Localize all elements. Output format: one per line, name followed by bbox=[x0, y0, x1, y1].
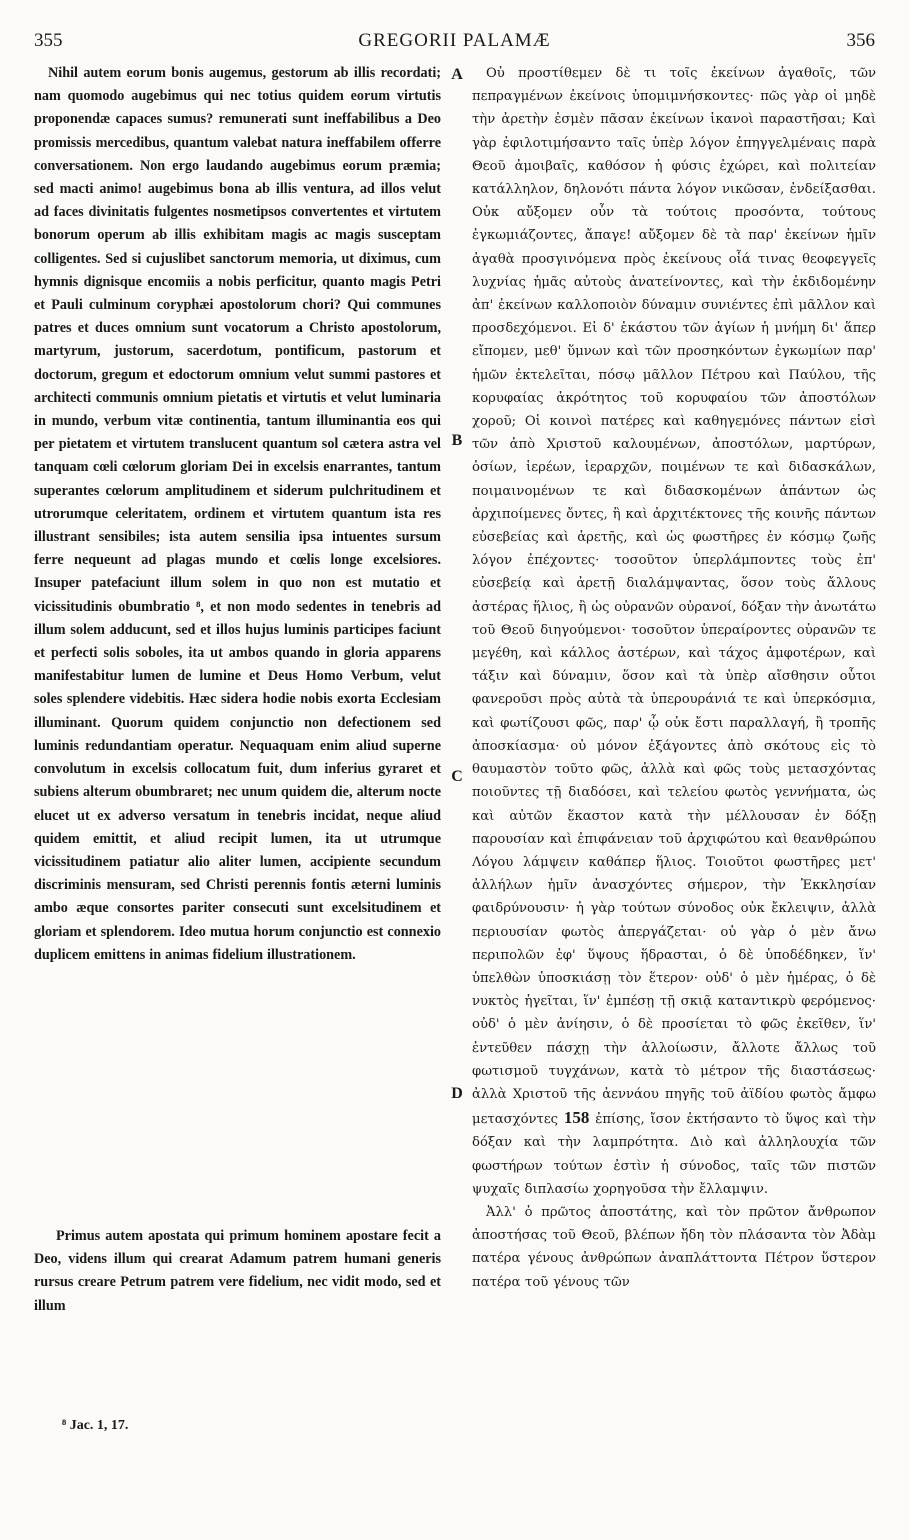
page-header bbox=[34, 30, 875, 56]
running-title: GREGORII PALAMÆ bbox=[358, 30, 551, 51]
greek-column bbox=[472, 62, 876, 1294]
page-marker-158: 158 bbox=[563, 1108, 590, 1128]
right-page-number: 356 bbox=[846, 30, 875, 51]
latin-column-continued bbox=[34, 1225, 441, 1318]
latin-paragraph-2: Primus autem apostata qui primum hominem apostare fecit a Deo, videns illum qui crearat Adamum patrem humani generis rursus creare Petrum patrem vere fidelium, nec vidit modo, sed et illum bbox=[34, 1228, 441, 1314]
greek-paragraph-2: Ἀλλ' ὁ πρῶτος ἀποστάτης, καὶ τὸν πρῶτον ἄνθρωπον ἀποστήσας τοῦ Θεοῦ, βλέπων ἤδη τὸν πλάσαντα τὸν Ἀδὰμ πατέρα γένους ἀνθρώπων ἀναπλάττοντα Πέτρον ὕστερον πατέρα τοῦ γένους τῶν bbox=[472, 1204, 876, 1290]
section-marker-a: A bbox=[451, 66, 463, 83]
greek-paragraph-1-part-1: Οὐ προστίθεμεν δὲ τι τοῖς ἐκείνων ἀγαθοῖς, τῶν πεπραγμένων ἐκείνοις ὑπομιμνήσκοντες· πῶς γὰρ οἱ μηδὲ τὴν ἀρετὴν ἐσμὲν πᾶσαν ἐκείνων ἱκανοὶ παραστῆσαι; Καὶ γὰρ ἐφιλοτιμήσαντο ταῖς ὑπὲρ λόγον ἐπηγγελμέναις παρὰ Θεοῦ ἀμοιβαῖς, καθόσον ἡ φύσις ἐχώρει, καὶ πολιτείαν κατάλληλον, δηλονότι πάντα λόγον νικῶσαν, ἐνδείξασθαι. Οὐκ αὔξομεν οὖν τὰ τούτοις προσόντα, τούτους ἐγκωμιάζοντες, ἄπαγε! αὔξομεν δὲ τὰ παρ' ἐκείνων ἡμῖν ἀγαθὰ προσγινόμενα πρὸς ἐκείνους οἷά τινας θεοφεγγεῖς λυχνίας ἡμᾶς αὐτοὺς ἀνατείνοντες, καὶ τὴν ἐκδιδομένην ἀπ' ἐκείνων καλλοποιὸν δύναμιν συνιέντες ἐπὶ μᾶλλον καὶ προσδεχόμενοι. Εἰ δ' ἑκάστου τῶν ἁγίων ἡ μνήμη δι' ἅπερ εἴπομεν, μεθ' ὕμνων καὶ τῶν προσηκόντων ἐγκωμίων παρ' ἡμῶν ἐκτελεῖται, πόσῳ μᾶλλον Πέτρου καὶ Παύλου, τῆς κορυφαίας ἀκρότητος τοῦ κορυφαίου τῶν ἀποστόλων χοροῦ; Οἱ κοινοὶ πατέρες καὶ καθηγεμόνες πάντων εἰσὶ τῶν ἀπὸ Χριστοῦ καλουμένων, ἀποστόλων, μαρτύρων, ὁσίων, ἱερέων, ἱεραρχῶν, ποιμένων τε καὶ διδασκάλων, ποιμαινομένων τε καὶ διδασκομένων ἁπάντων ὡς ἀρχιποίμενες ὄντες, ἢ καὶ ἀρχιτέκτονες τῆς κοινῆς πάντων εὐσεβείας καὶ ἀρετῆς, καὶ ὡς φωστῆρες ἐν κόσμῳ ζωῆς λόγον ἐπέχοντες· τοσοῦτον ὑπερλάμποντες τοὺς ἐπ' εὐσεβείᾳ καὶ ἀρετῇ διαλάμψαντας, ὅσον τοὺς ἄλλους ἀστέρας ἥλιος, ἢ ὡς οὐρανῶν οὐρανοί, δόξαν τὴν ἀνωτάτω τοῦ Θεοῦ διηγούμενοι· τοσοῦτον ὑπεραίροντες οὐρανῶν τε μεγέθη, καὶ κάλλος ἀστέρων, καὶ τάχος ἀμφοτέρων, καὶ τάξιν καὶ δύναμιν, ὅσον καὶ τὰ ὑπὲρ αἴσθησιν οὗτοι φανεροῦσι πρὸς αὐτὰ τὰ ὑπερουράνιά τε καὶ ὑπερκόσμια, καὶ φωτίζουσι φῶς, παρ' ᾧ οὐκ ἔστι παραλλαγή, ἢ τροπῆς ἀποσκίασμα· οὐ μόνον ἐξάγοντες ἀπὸ σκότους εἰς τὸ θαυμαστὸν τοῦτο φῶς, ἀλλὰ καὶ φῶς τοὺς μετασχόντας ποιοῦντες τῇ διαδόσει, καὶ τελείου φωτὸς γεννήματα, ὡς καὶ αὐτῶν ἕκαστον κατὰ τὴν μέλλουσαν ἐν δόξῃ παρουσίαν καὶ ἐπιφάνειαν τοῦ ἀρχιφώτου καὶ θεανθρώπου Λόγου λάμψειν καθάπερ ἥλιος. Τοιοῦτοι φωστῆρες μετ' ἀλλήλων ἡμῖν ἀνασχόντες σήμερον, τὴν Ἐκκλησίαν φαιδρύνουσιν· ἡ γὰρ τούτων σύνοδος οὐκ ἔκλειψιν, ἀλλὰ περιουσίαν φωτὸς ἀπεργάζεται· οὐ γὰρ ὁ μὲν ἄνω περιπολῶν ἐφ' ὕψους ἥδρασται, ὁ δὲ ὑποδέδηκεν, ἵν' ὑπελθὼν ὑποσκιάσῃ τὸν ἕτερον· οὐδ' ὁ μὲν ἡμέρας, ὁ δὲ νυκτὸς ἡγεῖται, ἵν' ἐμπέσῃ τῇ σκιᾷ καταντικρὺ φερόμενος· οὐδ' ὁ μὲν ἀνίησιν, ὁ δὲ προσίεται τὸ φῶς ἐκεῖθεν, ἵν' ἐντεῦθεν πάσχῃ τὴν ἀλλοίωσιν, ἄλλοτε ἄλλως τοῦ φωτισμοῦ τυγχάνων, κατὰ τὸ μέτρον τῆς διαστάσεως· ἀλλὰ Χριστοῦ τῆς ἀεννάου πηγῆς τοῦ ἀϊδίου φωτὸς ἄμφω μετασχόντες bbox=[472, 66, 876, 1128]
footnote: ⁸ Jac. 1, 17. bbox=[62, 1418, 129, 1433]
latin-paragraph-1: Nihil autem eorum bonis augemus, gestorum ab illis recordati; nam quomodo augebimus qui nec totius quidem eorum virtutis proponendæ capaces sumus? remunerati sunt ineffabilibus a Deo promissis mercedibus, quantum valebat natura ineffabilem offerre conversationem. Non ergo laudando augebimus eorum præmia; sed macti animo! augebimus bona ab illis ventura, ad illos velut ad faces divinitatis fulgentes nosmetipsos convertentes et virtutem bonorum operum ab illis exhibitam magis ac magis susceptam colligentes. Sed si cujuslibet sanctorum memoria, ut diximus, cum hymnis dignisque encomiis a nobis perficitur, quanto magis Petri et Pauli culminum coryphæi apostolorum chori? Qui communes patres et duces omnium sunt vocatorum a Christo apostolorum, martyrum, justorum, sacerdotum, pontificum, pastorum et doctorum, gregum et edoctorum omnium velut summi pastores et architecti communis omnium pietatis et virtutis et velut luminaria in mundo, verbum vitæ continentia, tantum illuminantia eos qui per pietatem et virtutem translucent quantum sol cætera astra vel tanquam cœli cœlorum gloriam Dei in excelsis enarrantes, tantum superantes cœlorum amplitudinem et siderum pulchritudinem et utrorumque celeritatem, ordinem et virtutem quantum ista res illustrant sensibiles; ista autem sensilia ipsa intuentes sursum ferre nequeunt ad plagas mundo et cœlis longe excelsiores. Insuper patefaciunt illum solem in quo non est mutatio et vicissitudinis obumbratio ⁸, et non modo sedentes in tenebris ad illum solem adducunt, sed et illos hujus luminis participes faciunt et perfecti solis soboles, ita ut ambos quando in gloria apparens manifestabitur lumen de lumine et Deus Homo Verbum, velut soles splendere videbitis. Hæc sidera hodie nobis exorta Ecclesiam illuminant. Quorum quidem conjunctio non defectionem sed luminis redundantiam operatur. Nequaquam enim aliud superne convolutum in excelsis collocatum fuit, dum inferius gyraret et subiens alterum obumbraret; nec unum quidem die, alterum nocte elucet ut ex adverso versatum in tenebris incidat, neque aliud quidem emittit, et aliud recipit lumen, ita ut utrumque vicissitudinem patiatur alio aliter lumen, accipiente secundum discriminis mensuram, sed Christi perennis fontis æterni luminis ambo æque consortes pariter consecuti sunt excelsitudinem et gloriam et splendorem. Ideo mutua horum conjunctio est connexio duplicem emittens in animas fidelium illustrationem. bbox=[34, 65, 441, 963]
latin-column bbox=[34, 62, 441, 967]
greek-paragraph-1 bbox=[472, 62, 876, 1201]
section-marker-c: C bbox=[451, 768, 463, 785]
left-page-number: 355 bbox=[34, 30, 63, 51]
section-marker-d: D bbox=[451, 1085, 463, 1102]
section-marker-b: B bbox=[451, 432, 463, 449]
greek-paragraph-1-part-2: ἐπίσης, ἴσον ἐκτήσαντο τὸ ὕψος καὶ τὴν δόξαν καὶ τὴν λαμπρότητα. Διὸ καὶ ἀλληλουχία τῶν φωστήρων τούτων ἐστὶν ἡ σύνοδος, ταῖς τῶν πιστῶν ψυχαῖς διπλασίω χορηγοῦσα τὴν ἔλλαμψιν. bbox=[472, 1112, 876, 1197]
